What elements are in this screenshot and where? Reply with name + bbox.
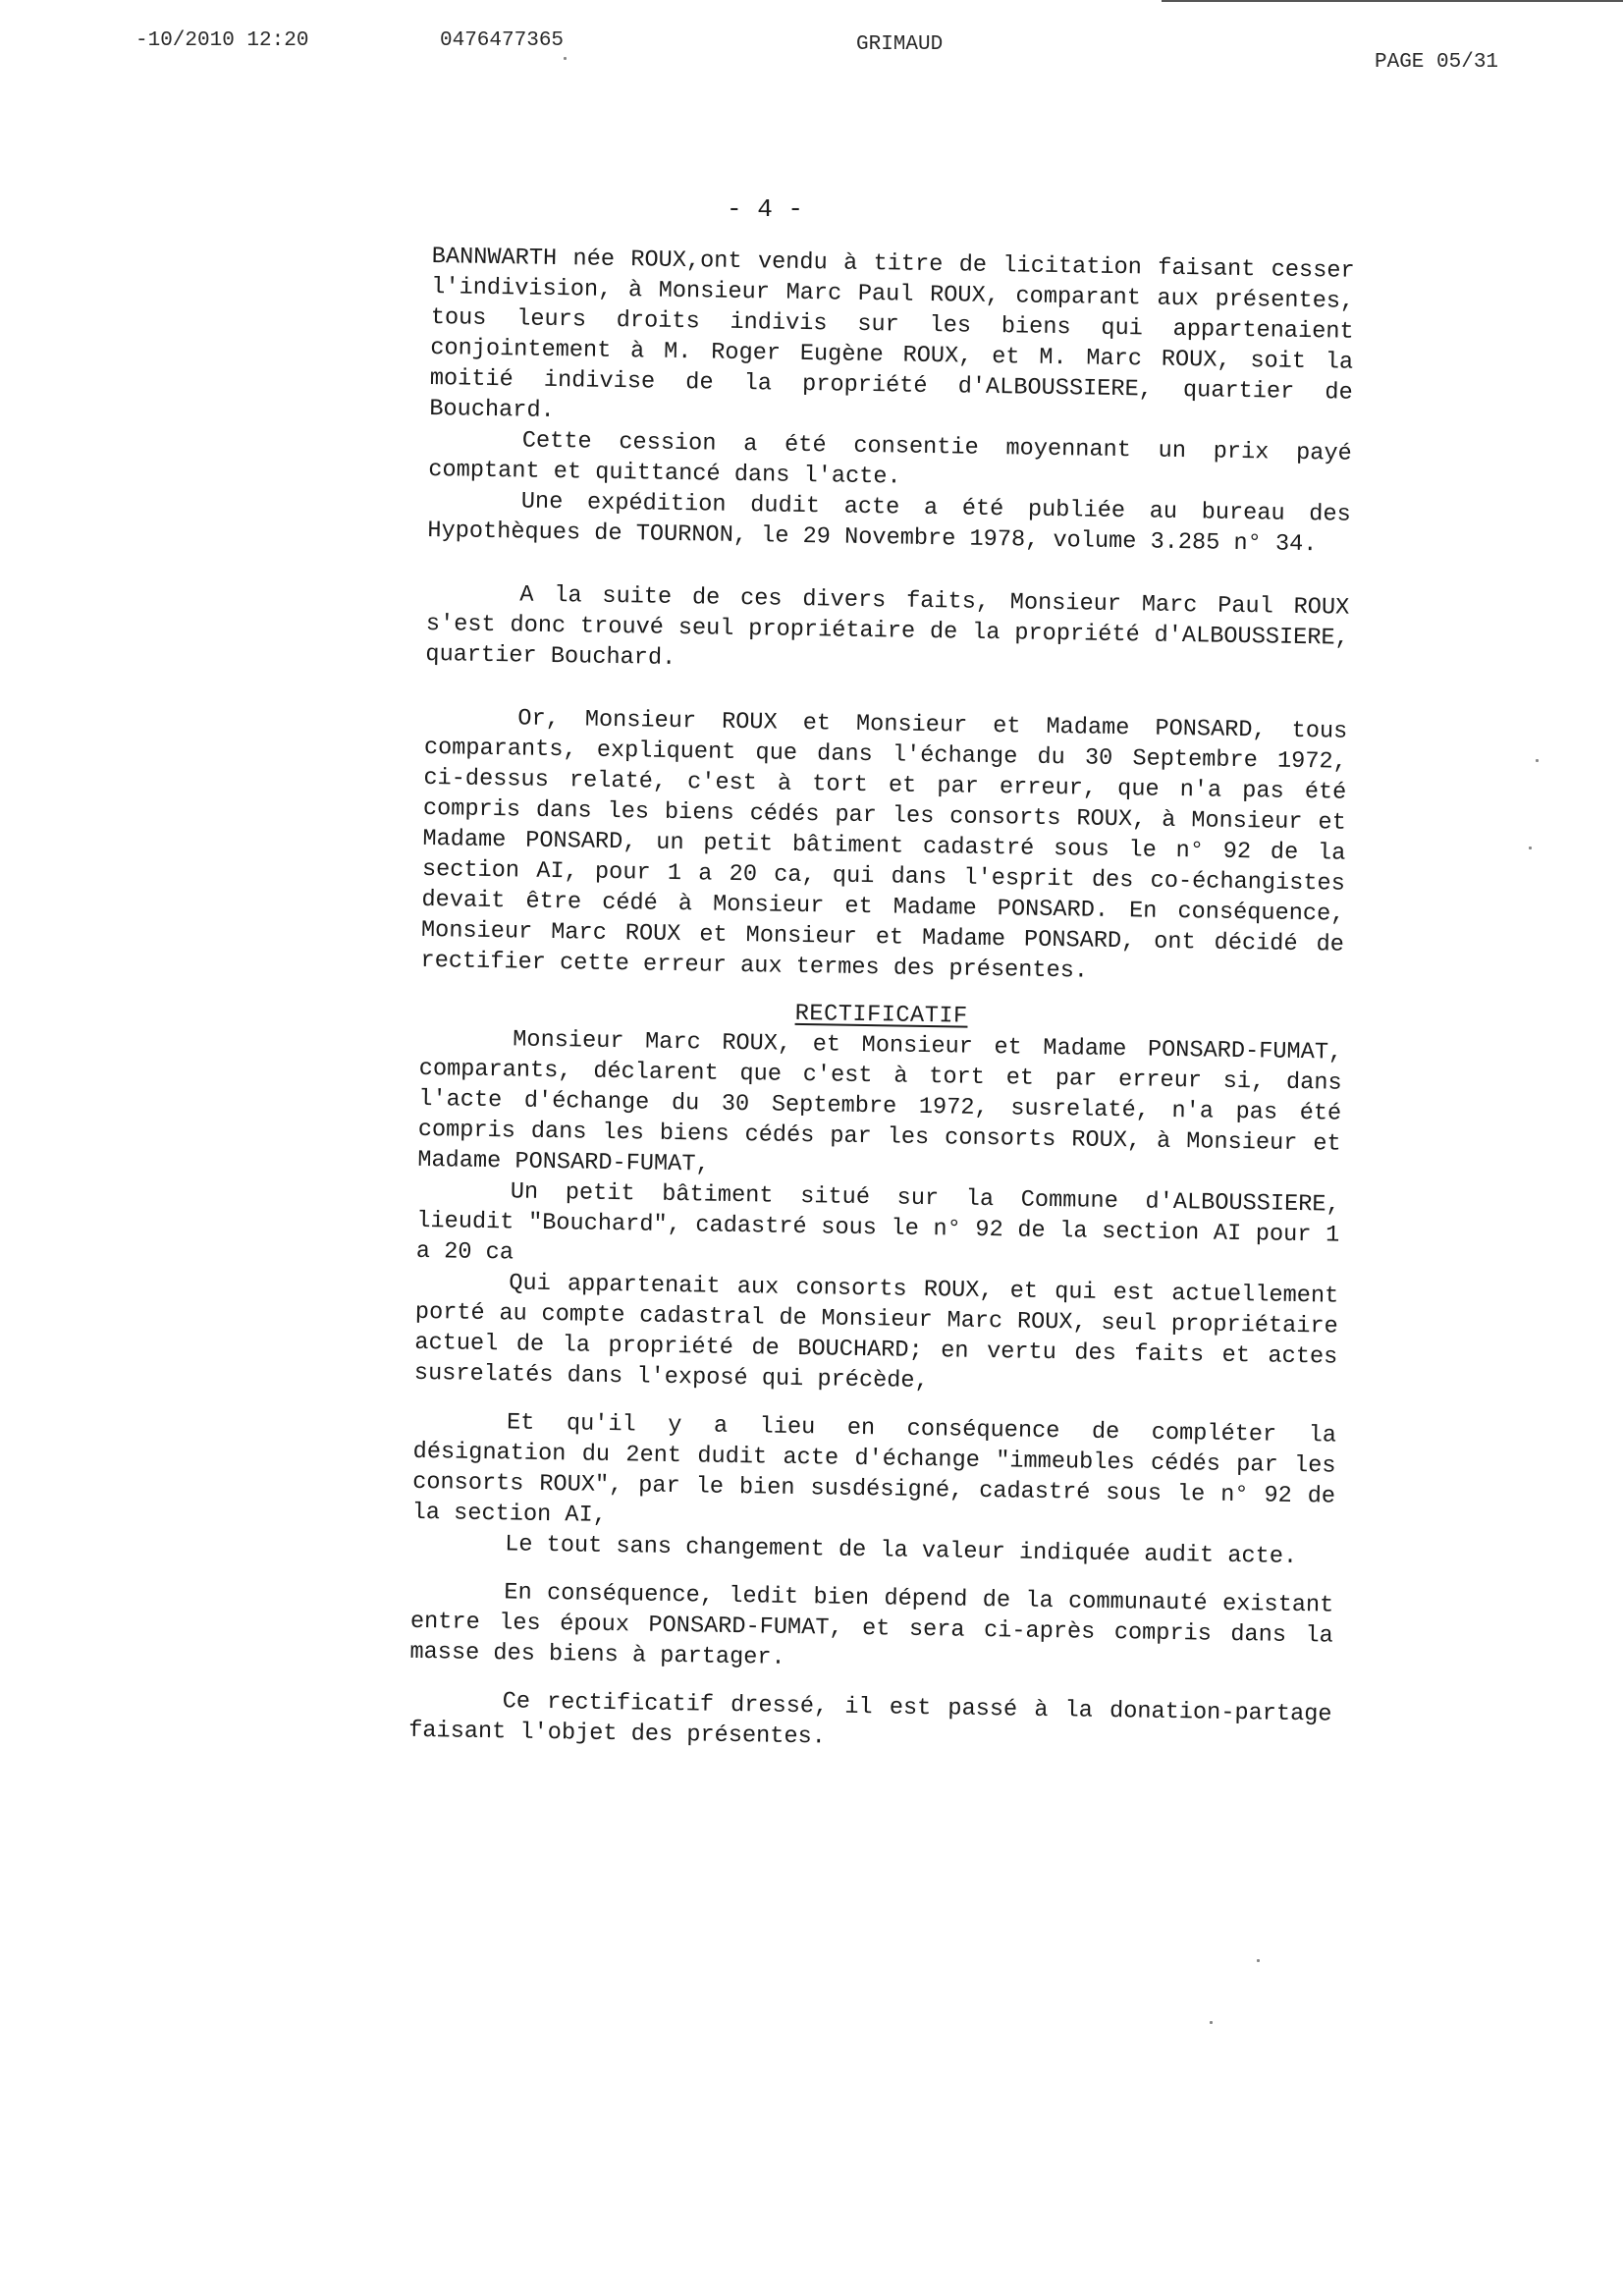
paragraph-licitation: BANNWARTH née ROUX,ont vendu à titre de licitation faisant cesser l'indivision, à Monsieur Marc Paul ROUX, comparant aux présentes, tous leurs droits indivis sur les biens qui appartenaient conjointement à M. Roger Eugène ROUX, et M. Marc ROUX, soit la moitié indivise de la propriété d'ALBOUSSIERE, quartier de Bouchard. [429,243,1355,424]
fax-sender-name: GRIMAUD [856,33,944,56]
paragraph-declaration: Monsieur Marc ROUX, et Monsieur et Madame PONSARD-FUMAT, comparants, déclarent que c'est à tort et par erreur si, dans l'acte d'échange du 30 Septembre 1972, susrelaté, n'a pas été compris dans les biens cédés par les consorts ROUX, à Monsieur et Madame PONSARD-FUMAT, [417,1026,1343,1178]
paragraph-ownership: Qui appartenait aux consorts ROUX, et qui est actuellement porté au compte cadastral de Monsieur Marc ROUX, seul propriétaire actuel de la propriété de BOUCHARD; en vertu des faits et actes susrelatés dans l'exposé qui précède, [413,1270,1339,1395]
scan-speck [564,57,567,60]
paragraph-value-unchanged: Le tout sans changement de la valeur indiquée audit acte. [504,1531,1298,1571]
paragraph-designation: Et qu'il y a lieu en conséquence de compléter la désignation du 2ent dudit acte d'échange "immeubles cédés par les consorts ROUX", par le bien susdésigné, cadastré sous le n° 92 de la section AI, [411,1409,1337,1529]
document-body [408,242,1355,1761]
paragraph-publication: Une expédition dudit acte a été publiée au bureau des Hypothèques de TOURNON, le 29 Novembre 1978, volume 3.285 n° 34. [427,488,1351,559]
scan-speck [1210,2021,1213,2024]
paragraph-building-description: Un petit bâtiment situé sur la Commune d'ALBOUSSIERE, lieudit "Bouchard", cadastré sous le n° 92 de la section AI pour 1 a 20 ca [415,1178,1340,1267]
fax-page-counter: PAGE 05/31 [1375,51,1499,74]
paragraph-closing: Ce rectificatif dressé, il est passé à la donation-partage faisant l'objet des présentes. [407,1688,1332,1751]
fax-date-time: -10/2010 12:20 [135,29,309,52]
fax-phone-number: 0476477365 [440,29,565,52]
page-number: - 4 - [727,194,804,224]
scan-speck [1529,847,1532,849]
paragraph-cession: Cette cession a été consentie moyennant un prix payé comptant et quittancé dans l'acte. [428,427,1352,491]
section-heading-rectificatif: RECTIFICATIF [794,1000,968,1030]
scan-speck [1536,759,1539,762]
paragraph-sole-owner: A la suite de ces divers faits, Monsieur Marc Paul ROUX s'est donc trouvé seul propriétaire de la propriété d'ALBOUSSIERE, quartier Bouchard. [425,581,1350,672]
paragraph-community-property: En conséquence, ledit bien dépend de la communauté existant entre les époux PONSARD-FUMAT, et sera ci-après compris dans la masse des biens à partager. [409,1579,1334,1671]
scan-speck [1257,1959,1260,1962]
fax-header [0,29,1623,74]
paragraph-error-explanation: Or, Monsieur ROUX et Monsieur et Madame PONSARD, tous comparants, expliquent que dans l'échange du 30 Septembre 1972, ci-dessus relaté, c'est à tort et par erreur, que n'a pas été compris dans les biens cédés par les consorts ROUX, à Monsieur et Madame PONSARD, un petit bâtiment cadastré sous le n° 92 de la section AI, pour 1 a 20 ca, qui dans l'esprit des co-échangistes devait être cédé à Monsieur et Madame PONSARD. En conséquence, Monsieur Marc ROUX et Monsieur et Madame PONSARD, ont décidé de rectifier cette erreur aux termes des présentes. [420,705,1348,985]
top-edge-rule [1162,0,1623,2]
